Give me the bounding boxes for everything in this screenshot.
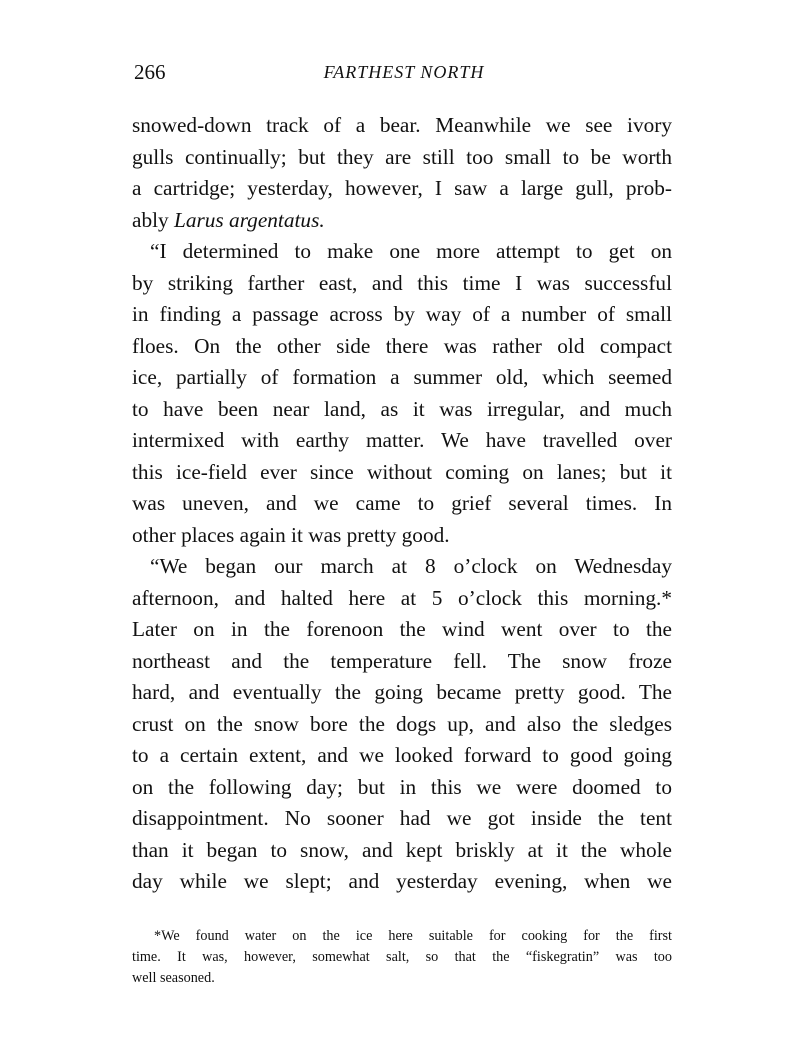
running-title: FARTHEST NORTH — [323, 62, 485, 82]
footnote-line: well seasoned. — [132, 970, 215, 986]
text-line: other places again it was pretty good. — [132, 522, 450, 547]
text-line: Later on in the forenoon the wind went over to the — [132, 617, 672, 641]
page-header — [134, 60, 674, 90]
footnote-line: *We found water on the ice here suitable for cooking for the first — [154, 928, 672, 944]
text-line: this ice-field ever since without coming on lanes; but it — [132, 459, 672, 484]
page-number: 266 — [134, 60, 166, 84]
paragraph-start-line: “We began our march at 8 o’clock on Wednesday — [150, 554, 672, 578]
text-line: was uneven, and we came to grief several times. In — [132, 491, 672, 515]
paragraph-start-line: “I determined to make one more attempt to get on — [150, 239, 672, 263]
text-line: northeast and the temperature fell. The snow froze — [132, 648, 672, 673]
text-line: disappointment. No sooner had we got inside the tent — [132, 806, 672, 830]
text-line: a cartridge; yesterday, however, I saw a large gull, prob- — [132, 176, 672, 200]
text-line: hard, and eventually the going became pretty good. The — [132, 680, 672, 704]
text-line: afternoon, and halted here at 5 o’clock this morning.* — [132, 585, 672, 610]
text-line: crust on the snow bore the dogs up, and also the sledges — [132, 711, 672, 736]
text-line: day while we slept; and yesterday evening, when we — [132, 869, 672, 893]
text-line: gulls continually; but they are still too small to be worth — [132, 144, 672, 169]
footnote-line: time. It was, however, somewhat salt, so that the “fiskegratin” was too — [132, 949, 672, 965]
text-line: by striking farther east, and this time I was successful — [132, 270, 672, 295]
text-line: to a certain extent, and we looked forward to good going — [132, 743, 672, 767]
text-line: in finding a passage across by way of a number of small — [132, 302, 672, 326]
footnote — [132, 926, 672, 989]
text-line: on the following day; but in this we were doomed to — [132, 774, 672, 799]
text-line — [132, 205, 672, 237]
text-line-start: ably — [132, 207, 174, 232]
text-line: intermixed with earthy matter. We have travelled over — [132, 428, 672, 452]
text-line: than it began to snow, and kept briskly at it the whole — [132, 837, 672, 862]
body-text — [132, 110, 672, 898]
text-line: snowed-down track of a bear. Meanwhile we see ivory — [132, 113, 672, 137]
text-line: ice, partially of formation a summer old, which seemed — [132, 365, 672, 389]
text-line: to have been near land, as it was irregular, and much — [132, 396, 672, 421]
species-name: Larus argentatus. — [174, 207, 325, 232]
text-line: floes. On the other side there was rather old compact — [132, 333, 672, 358]
